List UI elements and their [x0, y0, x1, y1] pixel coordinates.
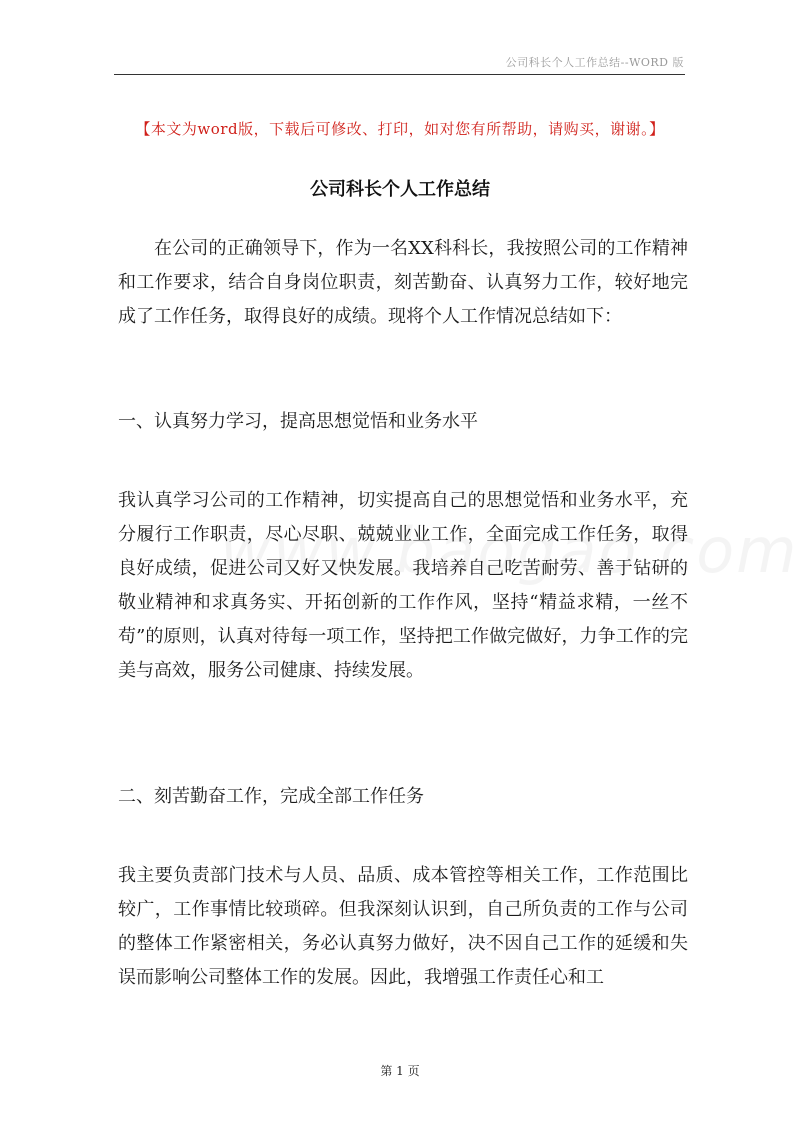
running-header: 公司科长个人工作总结--WORD 版 — [505, 56, 684, 69]
section-2-heading: 二、刻苦勤奋工作，完成全部工作任务 — [118, 786, 424, 807]
section-1-heading: 一、认真努力学习，提高思想觉悟和业务水平 — [118, 411, 478, 432]
document-title: 公司科长个人工作总结 — [310, 179, 490, 200]
purchase-notice: 【本文为word版，下载后可修改、打印，如对您有所帮助，请购买，谢谢。】 — [135, 120, 665, 138]
intro-paragraph: 在公司的正确领导下，作为一名XX科科长，我按照公司的工作精神和工作要求，结合自身岗位职责，刻苦勤奋、认真努力工作，较好地完成了工作任务，取得良好的成绩。现将个人工作情况总结如下： — [118, 238, 688, 327]
section-2-paragraph: 我主要负责部门技术与人员、品质、成本管控等相关工作，工作范围比较广，工作事情比较琐碎。但我深刻认识到，自己所负责的工作与公司的整体工作紧密相关，务必认真努力做好，决不因自己工作的延缓和失误而影响公司整体工作的发展。因此，我增强工作责任心和工 — [118, 865, 688, 988]
page-number: 第 1 页 — [380, 1064, 420, 1078]
header-divider — [114, 74, 685, 75]
section-1-paragraph: 我认真学习公司的工作精神，切实提高自己的思想觉悟和业务水平，充分履行工作职责，尽心尽职、兢兢业业工作，全面完成工作任务，取得良好成绩，促进公司又好又快发展。我培养自己吃苦耐劳、善于钻研的敬业精神和求真务实、开拓创新的工作作风，坚持“精益求精，一丝不苟”的原则，认真对待每一项工作，坚持把工作做完做好，力争工作的完美与高效，服务公司健康、持续发展。 — [118, 490, 688, 681]
